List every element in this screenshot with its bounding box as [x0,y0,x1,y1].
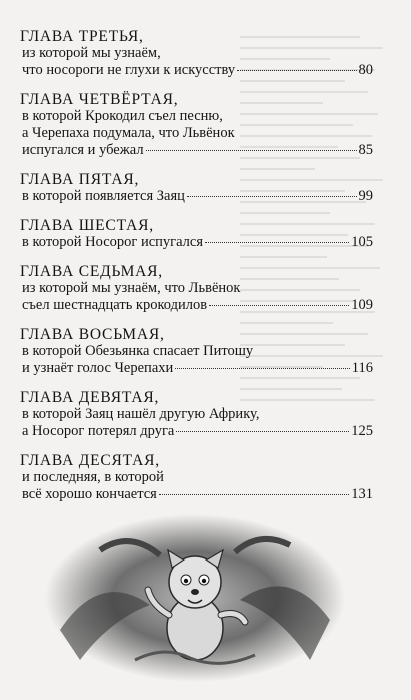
chapter-title: ГЛАВА ДЕСЯТАЯ, [20,452,160,469]
toc-entry[interactable] [20,28,373,79]
chapter-last-line [20,423,373,440]
page-number[interactable]: 109 [351,297,373,313]
chapter-last-line [20,188,373,205]
chapter-description-line: а Носорог потерял друга [22,423,175,439]
chapter-description-line: в которой Носорог испугался [22,234,204,250]
dot-leader [175,368,350,369]
chapter-description-line: в которой появляется Заяц [22,188,185,204]
chapter-description-line: из которой мы узнаём, [22,45,161,61]
lion-cub-vignette-icon [40,510,350,685]
chapter-description-line: всё хорошо кончается [22,486,157,502]
page-number[interactable]: 85 [358,142,373,158]
dot-leader [176,431,349,432]
chapter-last-line [20,297,373,314]
chapter-title: ГЛАВА ВОСЬМАЯ, [20,326,165,343]
chapter-description-line: в которой Крокодил съел песню, [22,108,223,124]
toc-entry[interactable] [20,452,373,503]
chapter-title: ГЛАВА ПЯТАЯ, [20,171,140,188]
dot-leader [159,494,349,495]
dot-leader [237,70,356,71]
dot-leader [205,242,349,243]
chapter-description-line: что носороги не глухи к искусству [22,62,236,78]
chapter-last-line [20,62,373,79]
chapter-description-line: съел шестнадцать крокодилов [22,297,208,313]
page-number[interactable]: 131 [351,486,373,502]
toc-entry[interactable] [20,263,373,314]
chapter-title: ГЛАВА СЕДЬМАЯ, [20,263,163,280]
chapter-title: ГЛАВА ДЕВЯТАЯ, [20,389,160,406]
chapter-last-line [20,142,373,159]
dot-leader [209,305,349,306]
chapter-last-line [20,486,373,503]
chapter-last-line [20,234,373,251]
dot-leader [146,150,357,151]
chapter-title: ГЛАВА ШЕСТАЯ, [20,217,154,234]
chapter-title: ГЛАВА ТРЕТЬЯ, [20,28,144,45]
page-number[interactable]: 99 [358,188,373,204]
chapter-description-line: и узнаёт голос Черепахи [22,360,174,376]
page-number[interactable]: 105 [351,234,373,250]
chapter-last-line [20,360,373,377]
chapter-description-line: из которой мы узнаём, что Львёнок [22,280,241,296]
chapter-description-line: и последняя, в которой [22,469,164,485]
toc-entry[interactable] [20,217,373,251]
page-number[interactable]: 116 [351,360,373,376]
chapter-description-line: а Черепаха подумала, что Львёнок [22,125,235,141]
chapter-description-line: испугался и убежал [22,142,144,158]
page-number[interactable]: 125 [351,423,373,439]
toc-entry[interactable] [20,91,373,159]
chapter-title: ГЛАВА ЧЕТВЁРТАЯ, [20,91,179,108]
page-number[interactable]: 80 [358,62,373,78]
dot-leader [187,196,357,197]
chapter-description-line: в которой Заяц нашёл другую Африку, [22,406,260,422]
toc-entry[interactable] [20,389,373,440]
toc-entry[interactable] [20,326,373,377]
chapter-description-line: в которой Обезьянка спасает Питошу [22,343,254,359]
toc-entry[interactable] [20,171,373,205]
table-of-contents [20,28,373,515]
